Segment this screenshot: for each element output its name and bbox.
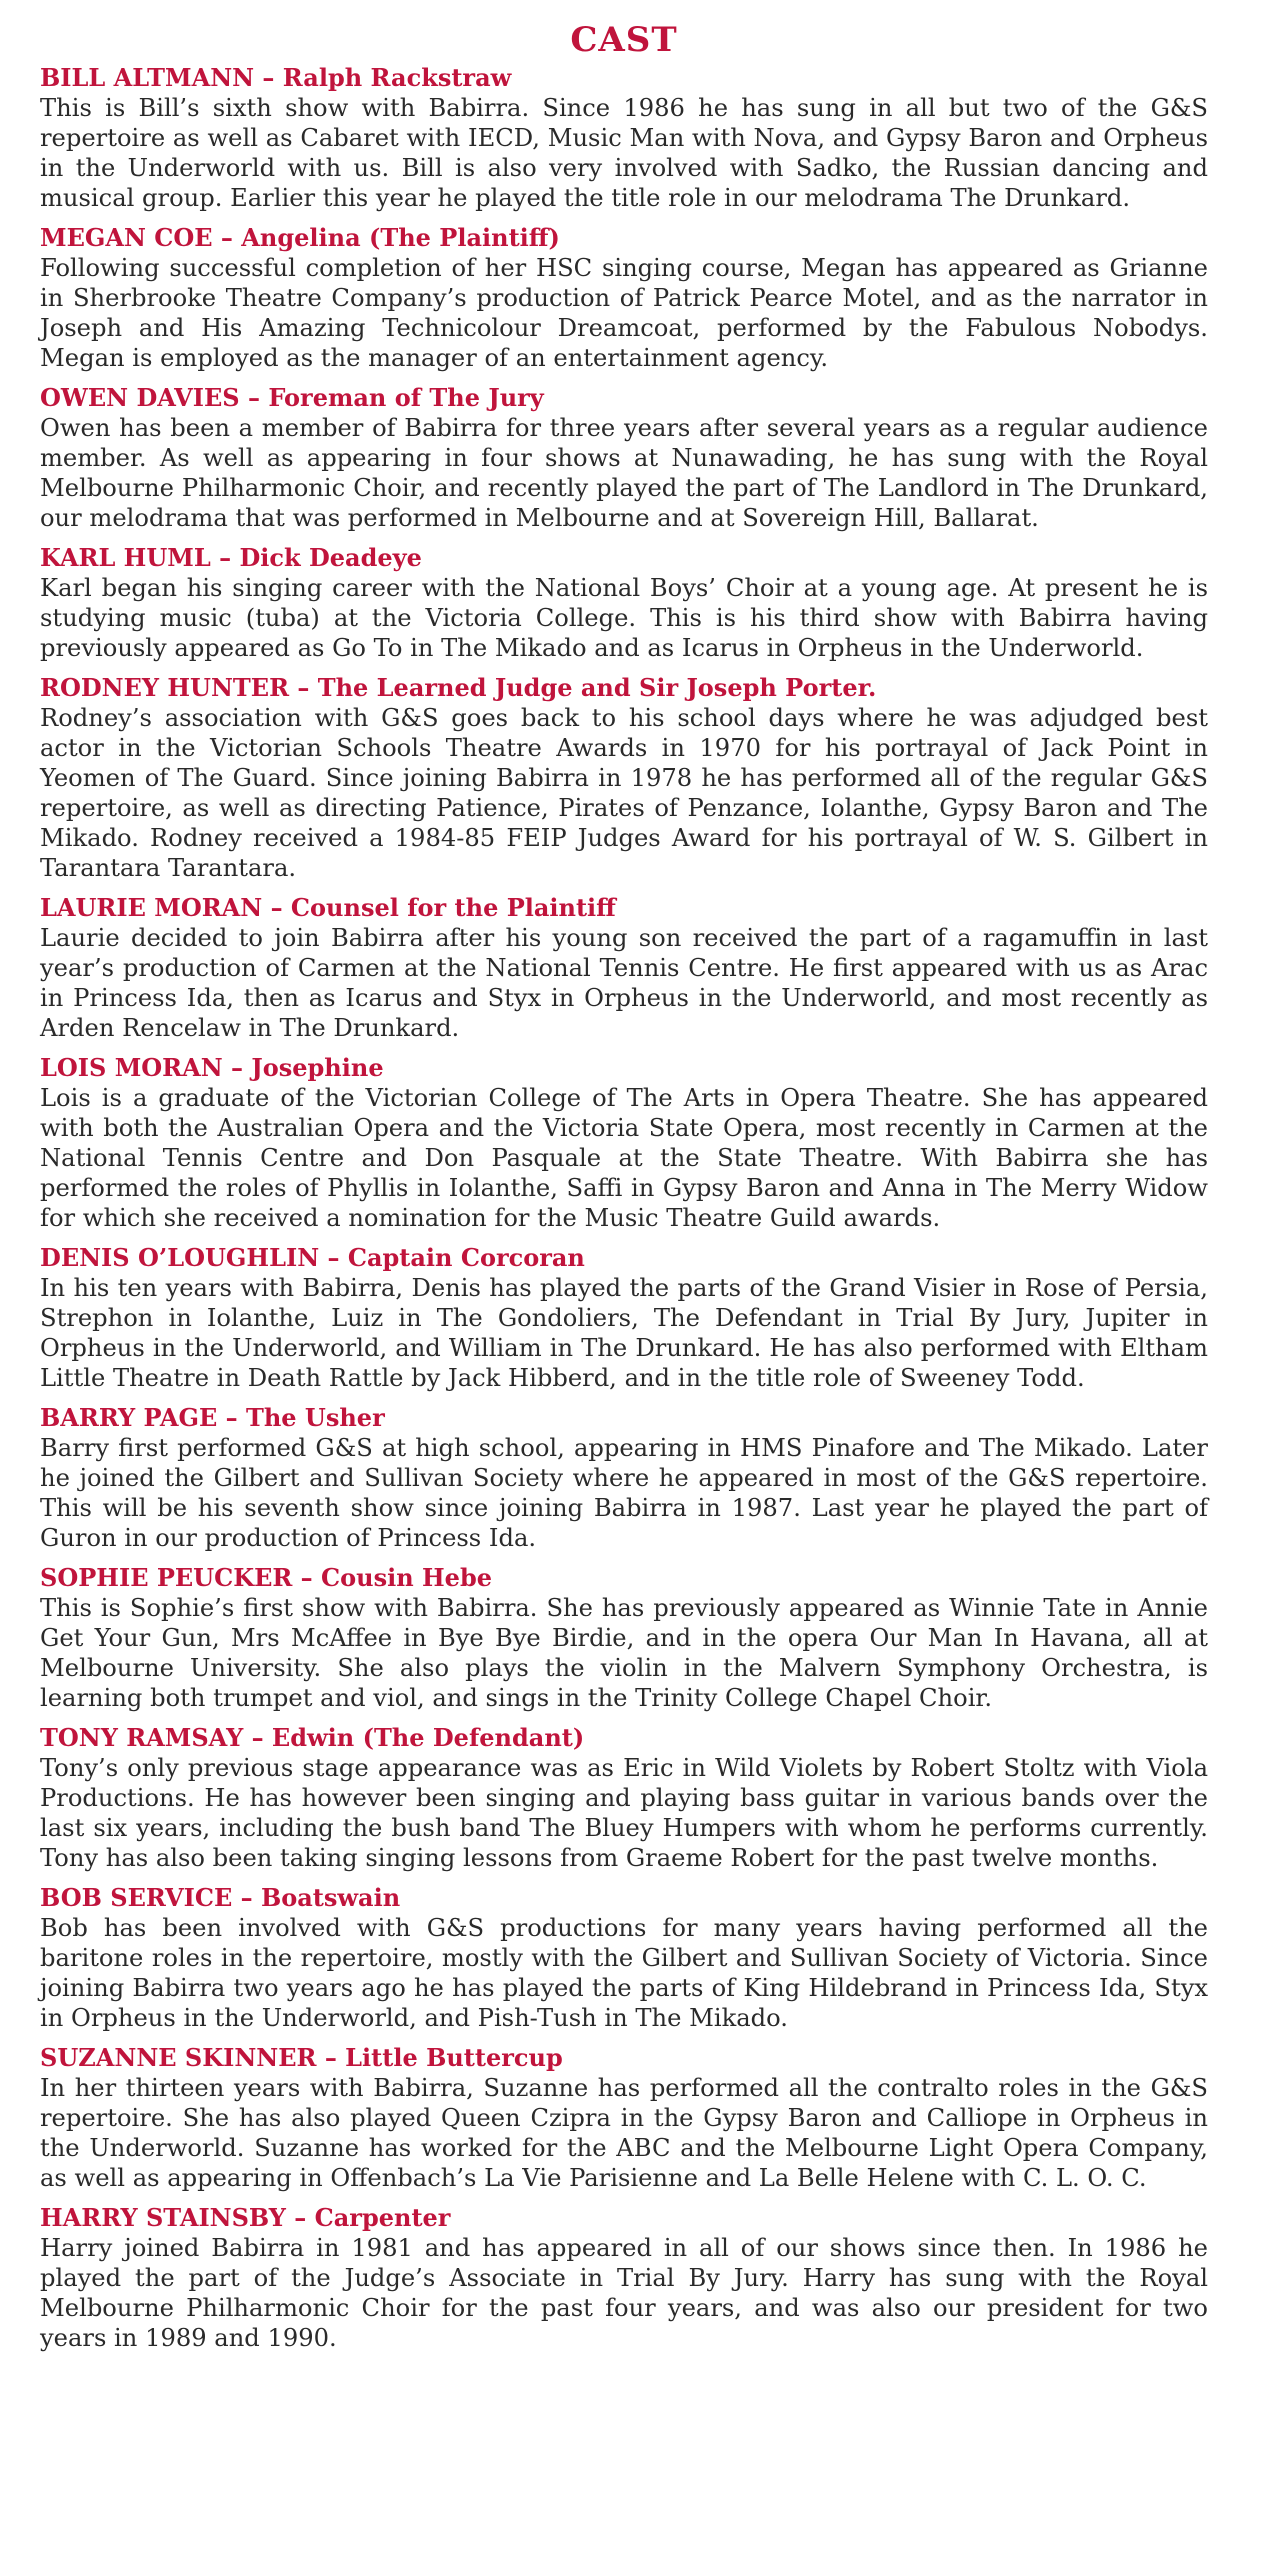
- cast-page: [40, 20, 1208, 2363]
- cast-entry: [40, 1723, 1208, 1873]
- cast-bio: Following successful completion of her HSC singing course, Megan has appeared as Grianne in Sherbrooke Theatre Company’s production of Patrick Pearce Motel, and as the narrator in Joseph and His Amazing Technicolour Dreamcoat, performed by the Fabulous Nobodys. Megan is employed as the manager of an entertainment agency.: [40, 254, 1208, 372]
- cast-entry: [40, 1243, 1208, 1393]
- cast-entry: [40, 1053, 1208, 1233]
- cast-bio: Tony’s only previous stage appearance was as Eric in Wild Violets by Robert Stoltz with Viola Productions. He has however been singing and playing bass guitar in various bands over the last six years, including the bush band The Bluey Humpers with whom he performs currently. Tony has also been taking singing lessons from Graeme Robert for the past twelve months.: [40, 1754, 1208, 1872]
- cast-entry: [40, 63, 1208, 213]
- cast-list: [40, 63, 1208, 2353]
- cast-heading: MEGAN COE – Angelina (The Plaintiff): [40, 223, 560, 252]
- cast-entry: [40, 1883, 1208, 2033]
- cast-heading: TONY RAMSAY – Edwin (The Defendant): [40, 1723, 585, 1752]
- cast-heading: SOPHIE PEUCKER – Cousin Hebe: [40, 1563, 493, 1592]
- cast-bio: Karl began his singing career with the National Boys’ Choir at a young age. At present he is studying music (tuba) at the Victoria College. This is his third show with Babirra having previously appeared as Go To in The Mikado and as Icarus in Orpheus in the Underworld.: [40, 574, 1208, 662]
- cast-heading: HARRY STAINSBY – Carpenter: [40, 2203, 451, 2232]
- cast-heading: SUZANNE SKINNER – Little Buttercup: [40, 2043, 563, 2072]
- cast-bio: Lois is a graduate of the Victorian College of The Arts in Opera Theatre. She has appeared with both the Australian Opera and the Victoria State Opera, most recently in Carmen at the National Tennis Centre and Don Pasquale at the State Theatre. With Babirra she has performed the roles of Phyllis in Iolanthe, Saffi in Gypsy Baron and Anna in The Merry Widow for which she received a nomination for the Music Theatre Guild awards.: [40, 1084, 1208, 1232]
- cast-entry: [40, 1563, 1208, 1713]
- cast-bio: Rodney’s association with G&S goes back to his school days where he was adjudged best actor in the Victorian Schools Theatre Awards in 1970 for his portrayal of Jack Point in Yeomen of The Guard. Since joining Babirra in 1978 he has performed all of the regular G&S repertoire, as well as directing Patience, Pirates of Penzance, Iolanthe, Gypsy Baron and The Mikado. Rodney received a 1984-85 FEIP Judges Award for his portrayal of W. S. Gilbert in Tarantara Tarantara.: [40, 704, 1208, 882]
- cast-bio: In his ten years with Babirra, Denis has played the parts of the Grand Visier in Rose of Persia, Strephon in Iolanthe, Luiz in The Gondoliers, The Defendant in Trial By Jury, Jupiter in Orpheus in the Underworld, and William in The Drunkard. He has also performed with Eltham Little Theatre in Death Rattle by Jack Hibberd, and in the title role of Sweeney Todd.: [40, 1274, 1208, 1392]
- cast-heading: KARL HUML – Dick Deadeye: [40, 543, 422, 572]
- cast-heading: LAURIE MORAN – Counsel for the Plaintiff: [40, 893, 616, 922]
- cast-bio: Harry joined Babirra in 1981 and has appeared in all of our shows since then. In 1986 he played the part of the Judge’s Associate in Trial By Jury. Harry has sung with the Royal Melbourne Philharmonic Choir for the past four years, and was also our president for two years in 1989 and 1990.: [40, 2234, 1208, 2352]
- cast-heading: RODNEY HUNTER – The Learned Judge and Sir Joseph Porter.: [40, 673, 877, 702]
- cast-entry: [40, 543, 1208, 663]
- cast-heading: BARRY PAGE – The Usher: [40, 1403, 385, 1432]
- cast-entry: [40, 1403, 1208, 1553]
- page-title: CAST: [570, 20, 678, 60]
- cast-bio: This is Sophie’s first show with Babirra. She has previously appeared as Winnie Tate in Annie Get Your Gun, Mrs McAffee in Bye Bye Birdie, and in the opera Our Man In Havana, all at Melbourne University. She also plays the violin in the Malvern Symphony Orchestra, is learning both trumpet and viol, and sings in the Trinity College Chapel Choir.: [40, 1594, 1208, 1712]
- cast-entry: [40, 223, 1208, 373]
- cast-bio: This is Bill’s sixth show with Babirra. Since 1986 he has sung in all but two of the G&S repertoire as well as Cabaret with IECD, Music Man with Nova, and Gypsy Baron and Orpheus in the Underworld with us. Bill is also very involved with Sadko, the Russian dancing and musical group. Earlier this year he played the title role in our melodrama The Drunkard.: [40, 94, 1208, 212]
- cast-heading: LOIS MORAN – Josephine: [40, 1053, 384, 1082]
- cast-bio: Bob has been involved with G&S productions for many years having performed all the baritone roles in the repertoire, mostly with the Gilbert and Sullivan Society of Victoria. Since joining Babirra two years ago he has played the parts of King Hildebrand in Princess Ida, Styx in Orpheus in the Underworld, and Pish-Tush in The Mikado.: [40, 1914, 1208, 2032]
- cast-entry: [40, 2043, 1208, 2193]
- cast-bio: In her thirteen years with Babirra, Suzanne has performed all the contralto roles in the G&S repertoire. She has also played Queen Czipra in the Gypsy Baron and Calliope in Orpheus in the Underworld. Suzanne has worked for the ABC and the Melbourne Light Opera Company, as well as appearing in Offenbach’s La Vie Parisienne and La Belle Helene with C. L. O. C.: [40, 2074, 1208, 2192]
- cast-heading: BOB SERVICE – Boatswain: [40, 1883, 401, 1912]
- cast-heading: BILL ALTMANN – Ralph Rackstraw: [40, 63, 512, 92]
- cast-heading: OWEN DAVIES – Foreman of The Jury: [40, 383, 544, 412]
- cast-bio: Barry first performed G&S at high school, appearing in HMS Pinafore and The Mikado. Later he joined the Gilbert and Sullivan Society where he appeared in most of the G&S repertoire. This will be his seventh show since joining Babirra in 1987. Last year he played the part of Guron in our production of Princess Ida.: [40, 1434, 1208, 1552]
- cast-entry: [40, 673, 1208, 883]
- cast-entry: [40, 893, 1208, 1043]
- cast-heading: DENIS O’LOUGHLIN – Captain Corcoran: [40, 1243, 585, 1272]
- cast-entry: [40, 383, 1208, 533]
- cast-entry: [40, 2203, 1208, 2353]
- cast-bio: Owen has been a member of Babirra for three years after several years as a regular audience member. As well as appearing in four shows at Nunawading, he has sung with the Royal Melbourne Philharmonic Choir, and recently played the part of The Landlord in The Drunkard, our melodrama that was performed in Melbourne and at Sovereign Hill, Ballarat.: [40, 414, 1208, 532]
- cast-bio: Laurie decided to join Babirra after his young son received the part of a ragamuffin in last year’s production of Carmen at the National Tennis Centre. He first appeared with us as Arac in Princess Ida, then as Icarus and Styx in Orpheus in the Underworld, and most recently as Arden Rencelaw in The Drunkard.: [40, 924, 1208, 1042]
